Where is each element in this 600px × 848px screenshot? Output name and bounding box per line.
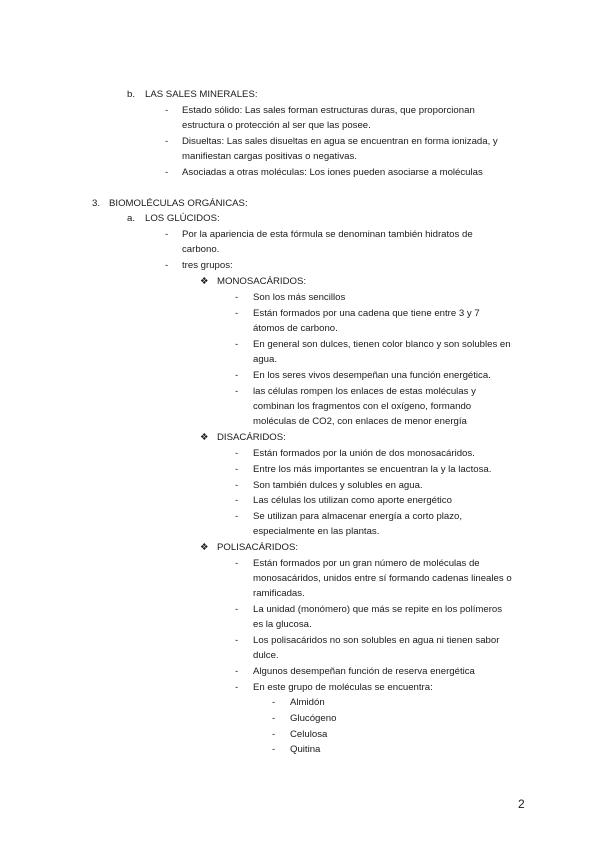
list-item-text: monosacáridos, unidos entre sí formando cadenas lineales o xyxy=(253,573,512,584)
dash-bullet: - xyxy=(272,697,276,708)
list-item-text: La unidad (monómero) que más se repite en los polímeros xyxy=(253,604,503,615)
page-number: 2 xyxy=(518,797,525,811)
list-item-text: Son también dulces y solubles en agua. xyxy=(253,480,423,491)
list-item-text: tres grupos: xyxy=(182,260,233,271)
list-item-text: Por la apariencia de esta fórmula se denominan también hidratos de xyxy=(182,229,473,240)
list-item-text: es la glucosa. xyxy=(253,619,312,630)
list-item-text: En general son dulces, tienen color blanco y son solubles en xyxy=(253,339,511,350)
list-item-text: Están formados por una cadena que tiene entre 3 y 7 xyxy=(253,308,480,319)
example-item: Almidón xyxy=(290,697,325,708)
list-item-text: átomos de carbono. xyxy=(253,323,338,334)
list-item-text: En este grupo de moléculas se encuentra: xyxy=(253,682,433,693)
dash-bullet: - xyxy=(235,480,239,491)
list-item-text: ramificadas. xyxy=(253,588,305,599)
list-item-text: Disueltas: Las sales disueltas en agua se encuentran en forma ionizada, y xyxy=(182,136,498,147)
list-item-text: las células rompen los enlaces de estas moléculas y xyxy=(253,386,476,397)
dash-bullet: - xyxy=(235,370,239,381)
dash-bullet: - xyxy=(235,292,239,303)
list-item-text: Las células los utilizan como aporte energético xyxy=(253,495,452,506)
list-item-text: carbono. xyxy=(182,244,220,255)
list-item-text: Se utilizan para almacenar energía a corto plazo, xyxy=(253,511,463,522)
list-item-text: agua. xyxy=(253,354,278,365)
subsection-marker: a. xyxy=(127,213,136,224)
group-heading: MONOSACÁRIDOS: xyxy=(217,276,307,287)
list-item-text: dulce. xyxy=(253,650,279,661)
dash-bullet: - xyxy=(235,448,239,459)
list-item-text: especialmente en las plantas. xyxy=(253,526,380,537)
dash-bullet: - xyxy=(235,339,239,350)
dash-bullet: - xyxy=(235,464,239,475)
list-item-text: Los polisacáridos no son solubles en agua ni tienen sabor xyxy=(253,635,500,646)
dash-bullet: - xyxy=(235,635,239,646)
section-heading: BIOMOLÉCULAS ORGÁNICAS: xyxy=(109,198,248,209)
subsection-heading: LOS GLÚCIDOS: xyxy=(145,213,220,224)
list-item-text: estructura o protección al ser que las posee. xyxy=(182,120,371,131)
list-item-text: Asociadas a otras moléculas: Los iones pueden asociarse a moléculas xyxy=(182,167,483,178)
list-item-text: manifiestan cargas positivas o negativas. xyxy=(182,151,357,162)
dash-bullet: - xyxy=(235,666,239,677)
list-item-text: Están formados por la unión de dos monosacáridos. xyxy=(253,448,475,459)
list-item-text: Algunos desempeñan función de reserva energética xyxy=(253,666,475,677)
dash-bullet: - xyxy=(165,229,169,240)
list-item-text: Entre los más importantes se encuentran la y la lactosa. xyxy=(253,464,492,475)
diamond-bullet-icon: ❖ xyxy=(200,432,209,443)
example-item: Glucógeno xyxy=(290,713,337,724)
list-item-text: moléculas de CO2, con enlaces de menor energía xyxy=(253,416,467,427)
example-item: Quitina xyxy=(290,744,321,755)
dash-bullet: - xyxy=(235,495,239,506)
example-item: Celulosa xyxy=(290,729,328,740)
dash-bullet: - xyxy=(165,136,169,147)
dash-bullet: - xyxy=(272,744,276,755)
dash-bullet: - xyxy=(165,260,169,271)
list-item-text: Están formados por un gran número de moléculas de xyxy=(253,558,480,569)
dash-bullet: - xyxy=(165,167,169,178)
group-heading: POLISACÁRIDOS: xyxy=(217,542,299,553)
section-marker: b. xyxy=(127,89,136,100)
diamond-bullet-icon: ❖ xyxy=(200,542,209,553)
section-marker: 3. xyxy=(92,198,101,209)
dash-bullet: - xyxy=(235,308,239,319)
dash-bullet: - xyxy=(235,386,239,397)
dash-bullet: - xyxy=(235,682,239,693)
dash-bullet: - xyxy=(165,105,169,116)
diamond-bullet-icon: ❖ xyxy=(200,276,209,287)
group-heading: DISACÁRIDOS: xyxy=(217,432,286,443)
list-item-text: Son los más sencillos xyxy=(253,292,346,303)
dash-bullet: - xyxy=(235,511,239,522)
list-item-text: Estado sólido: Las sales forman estructuras duras, que proporcionan xyxy=(182,105,475,116)
list-item-text: En los seres vivos desempeñan una función energética. xyxy=(253,370,491,381)
section-heading: LAS SALES MINERALES: xyxy=(145,89,258,100)
dash-bullet: - xyxy=(235,558,239,569)
dash-bullet: - xyxy=(272,729,276,740)
dash-bullet: - xyxy=(272,713,276,724)
list-item-text: combinan los fragmentos con el oxígeno, formando xyxy=(253,401,472,412)
dash-bullet: - xyxy=(235,604,239,615)
